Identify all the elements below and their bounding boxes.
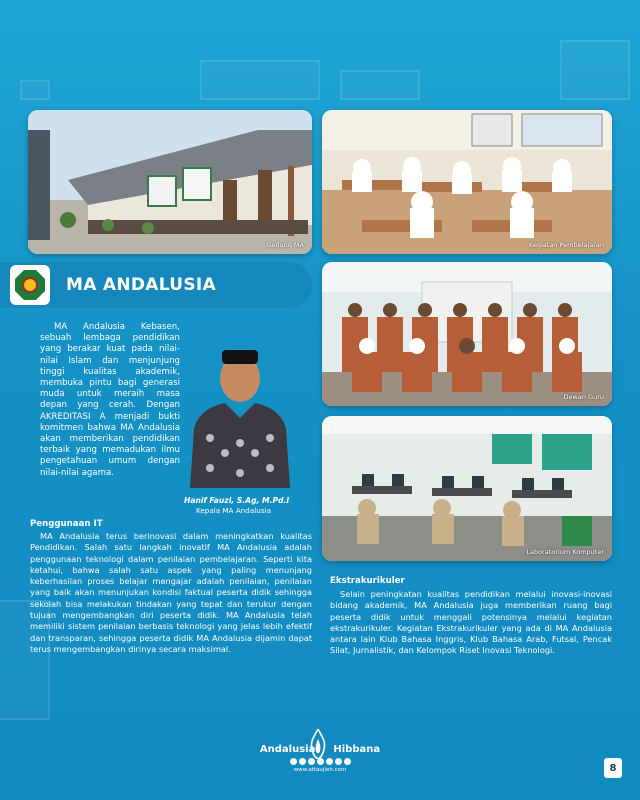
photo-caption: Kegiatan Pembelajaran xyxy=(528,241,604,249)
classroom-photo xyxy=(322,110,612,254)
website-link[interactable]: www.attaujieh.com xyxy=(293,767,347,773)
intro-paragraph: MA Andalusia Kebasen, sebuah lembaga pendidikan yang berakar kuat pada nilai-nilai Islam dan menjunjung tinggi kualitas akademik, membuka pintu bagi generasi muda untuk meraih masa depan yang cerah. Dengan AKREDITASI A menjadi bukti komitmen bahwa MA Andalusia akan memberikan pendidikan terbaik yang memadukan ilmu pengetahuan umum dengan nilai-nilai agama. xyxy=(40,322,180,478)
social-icon[interactable] xyxy=(344,758,351,765)
social-icon[interactable] xyxy=(290,758,297,765)
social-icons xyxy=(0,758,640,765)
photo-caption: Gedung MA xyxy=(266,241,304,249)
it-heading: Penggunaan IT xyxy=(30,519,103,529)
principal-role: Kepala MA Andalusia xyxy=(196,506,271,515)
brand-left: Andalusia xyxy=(259,744,316,755)
page-title: MA ANDALUSIA xyxy=(66,275,217,295)
page-number: 8 xyxy=(604,758,622,778)
footer-brand xyxy=(0,744,640,755)
it-paragraph: MA Andalusia terus berinovasi dalam meningkatkan kualitas Pendidikan. Salah satu langkah inovatif MA Andalusia adalah penggunaan teknologi dalam penilaian pembelajaran. Seperti kita ketahui, bahwa salah satu aspek yang paling menunjang keberhasilan proses belajar mengajar adalah penilaian, penilaian yang baik akan menunjukan kondisi faktual peserta didik sehingga sekolah bisa melakukan tindakan yang tepat dan terukur dengan tujuan mengembangkan diri peserta didik. MA Andalusia telah memiliki sistem penilaian berbasis teknologi yang jelas lebih efektif dan transparan, sehingga peserta didik MA Andalusia dijamin dapat terus mengembangkan dirinya secara maksimal. xyxy=(30,531,312,654)
extracurricular-paragraph: Selain peningkatan kualitas pendidikan melalui inovasi-inovasi bidang akademik, MA Andalusia juga memberikan ruang bagi peserta didik untuk menggali potensinya melalui kegiatan ekstrakurikuler. Kegiatan Ekstrakurikuler yang ada di MA Andalusia antara lain Klub Bahasa Inggris, Klub Bahasa Arab, Futsal, Pencak Silat, Jurnalistik, dan Kelompok Riset Inovasi Teknologi. xyxy=(330,589,612,656)
school-logo xyxy=(10,265,50,305)
computer-lab-photo xyxy=(322,416,612,561)
social-icon[interactable] xyxy=(299,758,306,765)
brand-right: Hibbana xyxy=(333,744,381,755)
extracurricular-heading: Ekstrakurikuler xyxy=(330,576,405,586)
photo-caption: Dewan Guru xyxy=(563,393,604,401)
principal-portrait xyxy=(180,328,300,488)
principal-name: Hanif Fauzi, S.Ag, M.Pd.I xyxy=(184,496,290,505)
social-icon[interactable] xyxy=(326,758,333,765)
social-icon[interactable] xyxy=(317,758,324,765)
social-icon[interactable] xyxy=(335,758,342,765)
social-icon[interactable] xyxy=(308,758,315,765)
photo-caption: Laboratorium Komputer xyxy=(526,548,604,556)
teachers-photo xyxy=(322,262,612,406)
logo-emblem-icon xyxy=(15,270,45,300)
building-photo xyxy=(28,110,312,254)
